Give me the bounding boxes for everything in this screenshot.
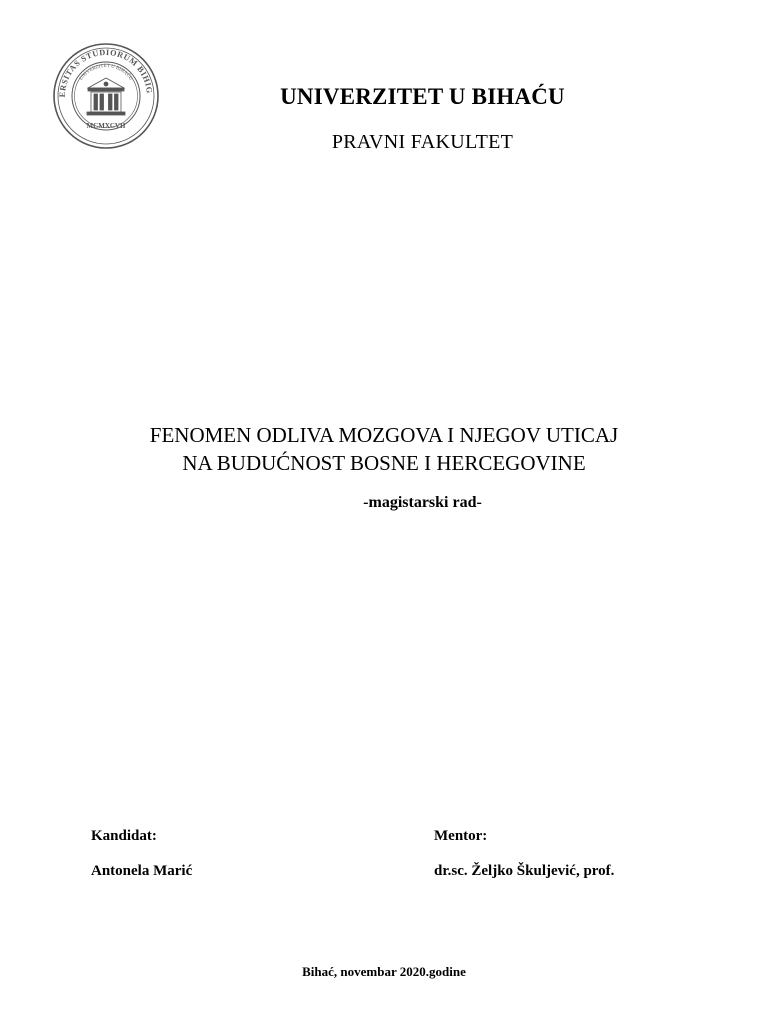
seal-inner-text: UNIVERZITET U BIHAĆU xyxy=(79,63,133,82)
thesis-title-line-1: FENOMEN ODLIVA MOZGOVA I NJEGOV UTICAJ xyxy=(149,423,619,447)
mentor-name: dr.sc. Željko Škuljević, prof. xyxy=(434,863,615,879)
candidate-name: Antonela Marić xyxy=(91,863,193,879)
thesis-title xyxy=(60,421,708,477)
university-seal xyxy=(52,42,160,150)
faculty-name: PRAVNI FAKULTET xyxy=(331,131,514,153)
mentor-label: Mentor: xyxy=(434,828,488,844)
place-and-date: Bihać, novembar 2020.godine xyxy=(302,964,466,979)
seal-ring-text: ERSITAS STUDIORUM BIHIG xyxy=(57,47,155,98)
seal-emblem-icon xyxy=(52,42,160,150)
thesis-type: -magistarski rad- xyxy=(363,494,482,511)
university-name: UNIVERZITET U BIHAĆU xyxy=(280,84,565,109)
candidate-label: Kandidat: xyxy=(91,828,157,844)
seal-year: MCMXCVII xyxy=(86,122,126,130)
thesis-title-line-2: NA BUDUĆNOST BOSNE I HERCEGOVINE xyxy=(182,451,586,475)
